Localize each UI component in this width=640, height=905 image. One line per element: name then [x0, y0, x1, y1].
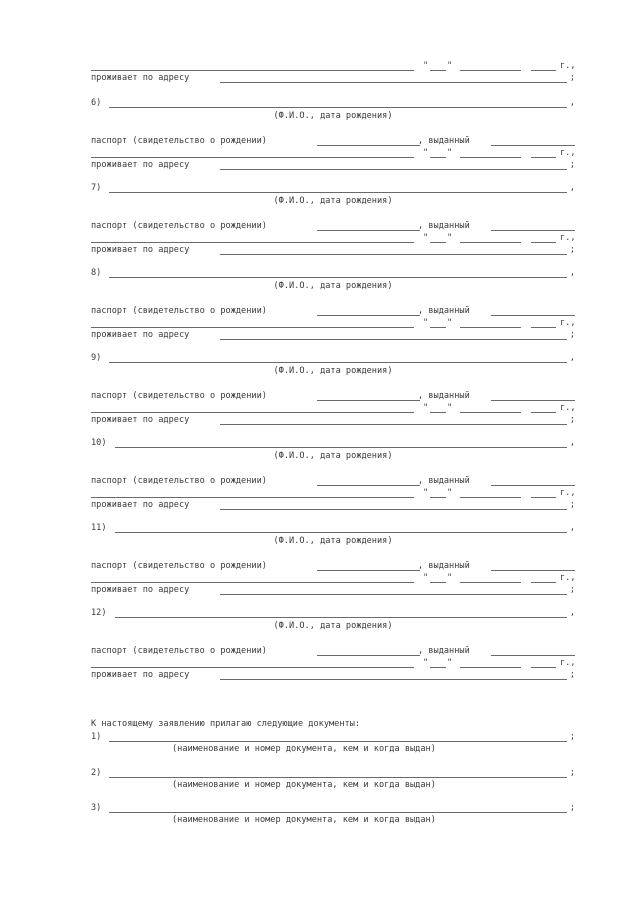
quote-open: " [423, 61, 429, 71]
issued-blank [491, 400, 575, 401]
blank-day [430, 667, 446, 668]
fio-caption-row [91, 280, 575, 292]
blank-line [91, 412, 414, 413]
address-blank [220, 679, 567, 680]
quote-close: " [447, 61, 453, 71]
blank-day [430, 582, 446, 583]
fio-caption: (Ф.И.О., дата рождения) [273, 621, 393, 631]
blank-month [460, 412, 521, 413]
blank-year [531, 327, 556, 328]
fio-caption: (Ф.И.О., дата рождения) [273, 281, 393, 291]
passport-line [91, 390, 575, 402]
quote-open: " [423, 233, 429, 243]
semicolon: ; [569, 500, 575, 510]
person-name-line [91, 522, 575, 534]
blank-day [430, 70, 446, 71]
address-line [91, 159, 575, 171]
person-name-line [91, 182, 575, 194]
attachment-caption-row [91, 814, 575, 826]
passport-line [91, 645, 575, 657]
fio-caption: (Ф.И.О., дата рождения) [273, 196, 393, 206]
attachment-blank [109, 777, 567, 778]
passport-label: паспорт (свидетельство о рождении) [91, 221, 267, 231]
attachment-caption: (наименование и номер документа, кем и когда выдан) [172, 815, 436, 825]
attachment-line [91, 802, 575, 814]
address-blank [220, 254, 567, 255]
date-line [91, 487, 575, 499]
person-number: 10) [91, 438, 107, 448]
quote-open: " [423, 148, 429, 158]
name-blank [109, 107, 567, 108]
passport-blank [317, 655, 420, 656]
comma: , [569, 608, 575, 618]
passport-label: паспорт (свидетельство о рождении) [91, 646, 267, 656]
blank-month [460, 242, 521, 243]
quote-close: " [447, 318, 453, 328]
name-blank [115, 447, 567, 448]
date-line [91, 572, 575, 584]
blank-month [460, 497, 521, 498]
issued-label: , выданный [418, 561, 470, 571]
address-line [91, 244, 575, 256]
fio-caption-row [91, 195, 575, 207]
blank-month [460, 70, 521, 71]
blank-line [91, 157, 414, 158]
attachment-blank [109, 741, 567, 742]
blank-year [531, 242, 556, 243]
address-label: проживает по адресу [91, 73, 190, 83]
person-number: 6) [91, 98, 102, 108]
address-blank [220, 509, 567, 510]
fio-caption-row [91, 365, 575, 377]
attachment-caption: (наименование и номер документа, кем и когда выдан) [172, 780, 436, 790]
address-label: проживает по адресу [91, 585, 190, 595]
passport-label: паспорт (свидетельство о рождении) [91, 391, 267, 401]
date-line [91, 317, 575, 329]
blank-line [91, 242, 414, 243]
comma: , [569, 98, 575, 108]
semicolon: ; [569, 245, 575, 255]
issued-label: , выданный [418, 306, 470, 316]
address-blank [220, 339, 567, 340]
address-label: проживает по адресу [91, 330, 190, 340]
blank-day [430, 157, 446, 158]
attachment-number: 2) [91, 768, 102, 778]
date-line [91, 232, 575, 244]
person-name-line [91, 607, 575, 619]
fio-caption: (Ф.И.О., дата рождения) [273, 111, 393, 121]
fio-caption-row [91, 450, 575, 462]
date-line [91, 60, 575, 72]
address-label: проживает по адресу [91, 415, 190, 425]
date-line [91, 147, 575, 159]
address-line [91, 669, 575, 681]
blank-year [531, 70, 556, 71]
attachment-blank [109, 812, 567, 813]
person-name-line [91, 267, 575, 279]
blank-line [91, 667, 414, 668]
address-blank [220, 82, 567, 83]
issued-blank [491, 655, 575, 656]
semicolon: ; [569, 732, 575, 742]
passport-blank [317, 570, 420, 571]
year-label: г., [560, 318, 576, 328]
address-label: проживает по адресу [91, 500, 190, 510]
attachment-caption-row [91, 779, 575, 791]
passport-blank [317, 315, 420, 316]
blank-year [531, 497, 556, 498]
semicolon: ; [569, 73, 575, 83]
issued-blank [491, 315, 575, 316]
passport-blank [317, 485, 420, 486]
attachment-caption: (наименование и номер документа, кем и когда выдан) [172, 744, 436, 754]
year-label: г., [560, 403, 576, 413]
passport-label: паспорт (свидетельство о рождении) [91, 476, 267, 486]
fio-caption-row [91, 620, 575, 632]
blank-month [460, 667, 521, 668]
fio-caption-row [91, 110, 575, 122]
address-label: проживает по адресу [91, 670, 190, 680]
passport-line [91, 135, 575, 147]
person-number: 7) [91, 183, 102, 193]
passport-label: паспорт (свидетельство о рождении) [91, 561, 267, 571]
fio-caption: (Ф.И.О., дата рождения) [273, 451, 393, 461]
quote-close: " [447, 403, 453, 413]
passport-line [91, 305, 575, 317]
address-line [91, 329, 575, 341]
passport-blank [317, 230, 420, 231]
passport-line [91, 475, 575, 487]
issued-blank [491, 145, 575, 146]
person-number: 11) [91, 523, 107, 533]
issued-label: , выданный [418, 391, 470, 401]
year-label: г., [560, 148, 576, 158]
semicolon: ; [569, 803, 575, 813]
blank-line [91, 327, 414, 328]
quote-open: " [423, 318, 429, 328]
issued-blank [491, 230, 575, 231]
issued-blank [491, 485, 575, 486]
blank-day [430, 412, 446, 413]
person-number: 9) [91, 353, 102, 363]
quote-close: " [447, 658, 453, 668]
blank-month [460, 327, 521, 328]
semicolon: ; [569, 330, 575, 340]
comma: , [569, 438, 575, 448]
passport-line [91, 220, 575, 232]
quote-open: " [423, 488, 429, 498]
blank-year [531, 582, 556, 583]
address-line [91, 584, 575, 596]
address-blank [220, 169, 567, 170]
address-label: проживает по адресу [91, 160, 190, 170]
name-blank [109, 277, 567, 278]
name-blank [115, 532, 567, 533]
semicolon: ; [569, 160, 575, 170]
date-line [91, 402, 575, 414]
issued-label: , выданный [418, 136, 470, 146]
year-label: г., [560, 488, 576, 498]
quote-close: " [447, 233, 453, 243]
attachments-heading-text: К настоящему заявлению прилагаю следующие документы: [91, 719, 361, 729]
year-label: г., [560, 61, 576, 71]
issued-label: , выданный [418, 476, 470, 486]
blank-month [460, 582, 521, 583]
blank-line [91, 497, 414, 498]
semicolon: ; [569, 415, 575, 425]
address-label: проживает по адресу [91, 245, 190, 255]
semicolon: ; [569, 768, 575, 778]
address-line [91, 414, 575, 426]
blank-day [430, 497, 446, 498]
attachments-heading [91, 718, 575, 730]
issued-blank [491, 570, 575, 571]
quote-open: " [423, 658, 429, 668]
passport-line [91, 560, 575, 572]
quote-close: " [447, 488, 453, 498]
address-blank [220, 424, 567, 425]
address-blank [220, 594, 567, 595]
issued-label: , выданный [418, 221, 470, 231]
quote-open: " [423, 573, 429, 583]
comma: , [569, 353, 575, 363]
person-name-line [91, 352, 575, 364]
semicolon: ; [569, 585, 575, 595]
comma: , [569, 183, 575, 193]
year-label: г., [560, 573, 576, 583]
address-line [91, 499, 575, 511]
comma: , [569, 268, 575, 278]
address-line [91, 72, 575, 84]
blank-month [460, 157, 521, 158]
quote-open: " [423, 403, 429, 413]
person-number: 8) [91, 268, 102, 278]
passport-blank [317, 145, 420, 146]
blank-line [91, 70, 414, 71]
person-name-line [91, 97, 575, 109]
year-label: г., [560, 233, 576, 243]
blank-year [531, 412, 556, 413]
person-number: 12) [91, 608, 107, 618]
blank-year [531, 667, 556, 668]
fio-caption: (Ф.И.О., дата рождения) [273, 536, 393, 546]
passport-label: паспорт (свидетельство о рождении) [91, 136, 267, 146]
fio-caption-row [91, 535, 575, 547]
name-blank [109, 362, 567, 363]
year-label: г., [560, 658, 576, 668]
passport-label: паспорт (свидетельство о рождении) [91, 306, 267, 316]
quote-close: " [447, 573, 453, 583]
person-name-line [91, 437, 575, 449]
passport-blank [317, 400, 420, 401]
comma: , [569, 523, 575, 533]
semicolon: ; [569, 670, 575, 680]
attachment-line [91, 731, 575, 743]
quote-close: " [447, 148, 453, 158]
attachment-line [91, 767, 575, 779]
attachment-caption-row [91, 743, 575, 755]
fio-caption: (Ф.И.О., дата рождения) [273, 366, 393, 376]
blank-year [531, 157, 556, 158]
blank-line [91, 582, 414, 583]
blank-day [430, 327, 446, 328]
attachment-number: 1) [91, 732, 102, 742]
issued-label: , выданный [418, 646, 470, 656]
date-line [91, 657, 575, 669]
name-blank [115, 617, 567, 618]
attachment-number: 3) [91, 803, 102, 813]
blank-day [430, 242, 446, 243]
name-blank [109, 192, 567, 193]
